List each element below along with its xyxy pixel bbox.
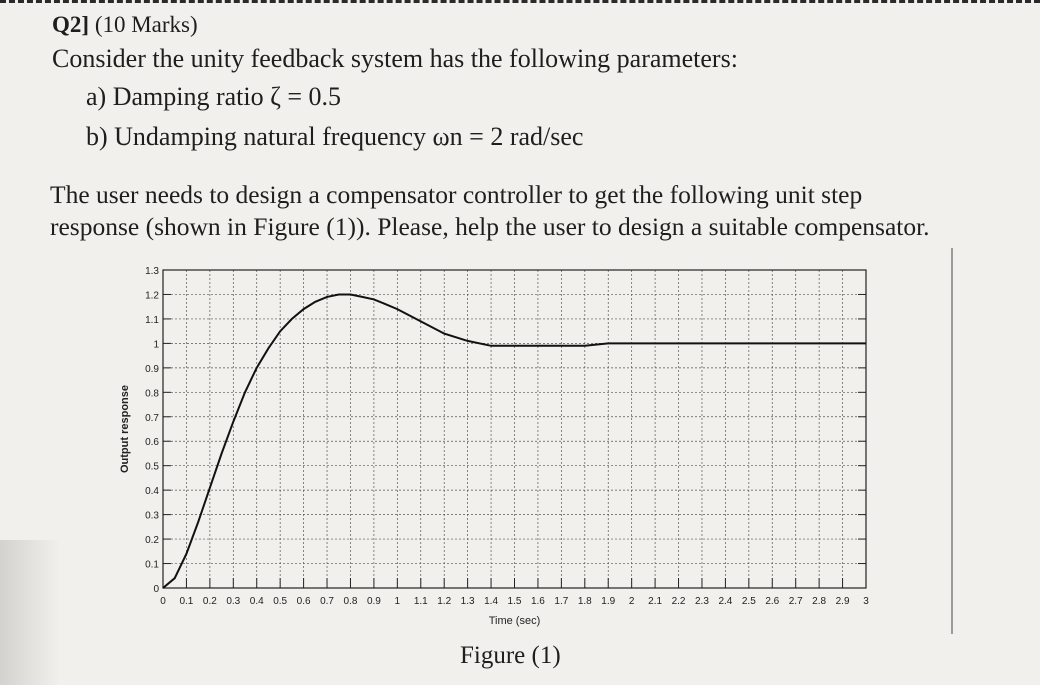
- question-marks: (10 Marks): [94, 12, 198, 37]
- x-tick-label: 0.9: [366, 596, 381, 607]
- x-tick-label: 0.2: [202, 596, 217, 607]
- x-tick-label: 1.7: [554, 596, 569, 607]
- x-tick-label: 0.6: [296, 596, 311, 607]
- y-tick-label: 1.2: [145, 290, 159, 302]
- y-tick-label: 0: [153, 584, 159, 595]
- x-tick-label: 1.9: [601, 596, 616, 607]
- y-tick-label: 0.9: [145, 363, 159, 375]
- x-tick-label: 0.7: [320, 596, 334, 607]
- x-tick-label: 2.6: [765, 596, 780, 607]
- y-tick-label: 1: [153, 339, 159, 351]
- x-tick-label: 1: [394, 596, 401, 607]
- x-tick-label: 2.3: [695, 596, 709, 607]
- question-intro: Consider the unity feedback system has the following parameters:: [52, 44, 738, 73]
- x-tick-label: 0.1: [179, 596, 194, 607]
- y-tick-label: 0.7: [145, 412, 159, 424]
- x-tick-label: 1.5: [507, 596, 522, 607]
- task-line-2: response (shown in Figure (1)). Please, help the user to design a suitable compensator.: [50, 212, 930, 241]
- x-tick-label: 2.9: [835, 596, 850, 607]
- x-tick-label: 1.2: [437, 596, 452, 607]
- y-tick-label: 0.4: [145, 486, 159, 498]
- x-tick-label: 1.4: [484, 596, 499, 607]
- x-tick-label: 2.7: [788, 596, 803, 607]
- x-tick-label: 0.4: [249, 596, 264, 607]
- chart-ticks: [145, 266, 869, 607]
- y-tick-label: 1.3: [145, 266, 159, 277]
- question-number: Q2]: [52, 12, 90, 37]
- x-tick-label: 2.2: [671, 596, 686, 607]
- x-tick-label: 0.5: [273, 596, 288, 607]
- y-tick-label: 1.1: [145, 314, 159, 326]
- y-tick-label: 0.1: [145, 559, 159, 571]
- y-tick-label: 0.2: [145, 535, 159, 547]
- chart-grid: [163, 270, 866, 588]
- y-tick-label: 0.6: [145, 437, 159, 449]
- task-line-1: The user needs to design a compensator controller to get the following unit step: [50, 180, 863, 209]
- x-tick-label: 1.3: [460, 596, 475, 607]
- y-tick-label: 0.3: [145, 510, 159, 522]
- plot-frame: [163, 270, 866, 588]
- x-axis-label: Time (sec): [488, 615, 541, 627]
- figure-caption: Figure (1): [460, 642, 561, 669]
- y-tick-label: 0.5: [145, 461, 159, 473]
- x-tick-label: 2.8: [812, 596, 827, 607]
- edge-shadow: [0, 540, 60, 685]
- y-tick-label: 0.8: [145, 388, 159, 400]
- x-tick-label: 1.8: [577, 596, 592, 607]
- x-tick-label: 0: [160, 596, 166, 607]
- x-tick-label: 2: [628, 596, 635, 607]
- x-tick-label: 3: [863, 596, 869, 607]
- x-tick-label: 2.4: [718, 596, 733, 607]
- x-tick-label: 0.8: [343, 596, 358, 607]
- parameter-a: a) Damping ratio ζ = 0.5: [86, 82, 342, 111]
- x-tick-label: 0.3: [226, 596, 241, 607]
- y-axis-label: Output response: [119, 384, 131, 474]
- x-tick-label: 1.6: [530, 596, 545, 607]
- parameter-b: b) Undamping natural frequency ωn = 2 rad/sec: [86, 122, 584, 151]
- x-tick-label: 2.1: [648, 596, 663, 607]
- x-tick-label: 1.1: [413, 596, 428, 607]
- x-tick-label: 2.5: [741, 596, 756, 607]
